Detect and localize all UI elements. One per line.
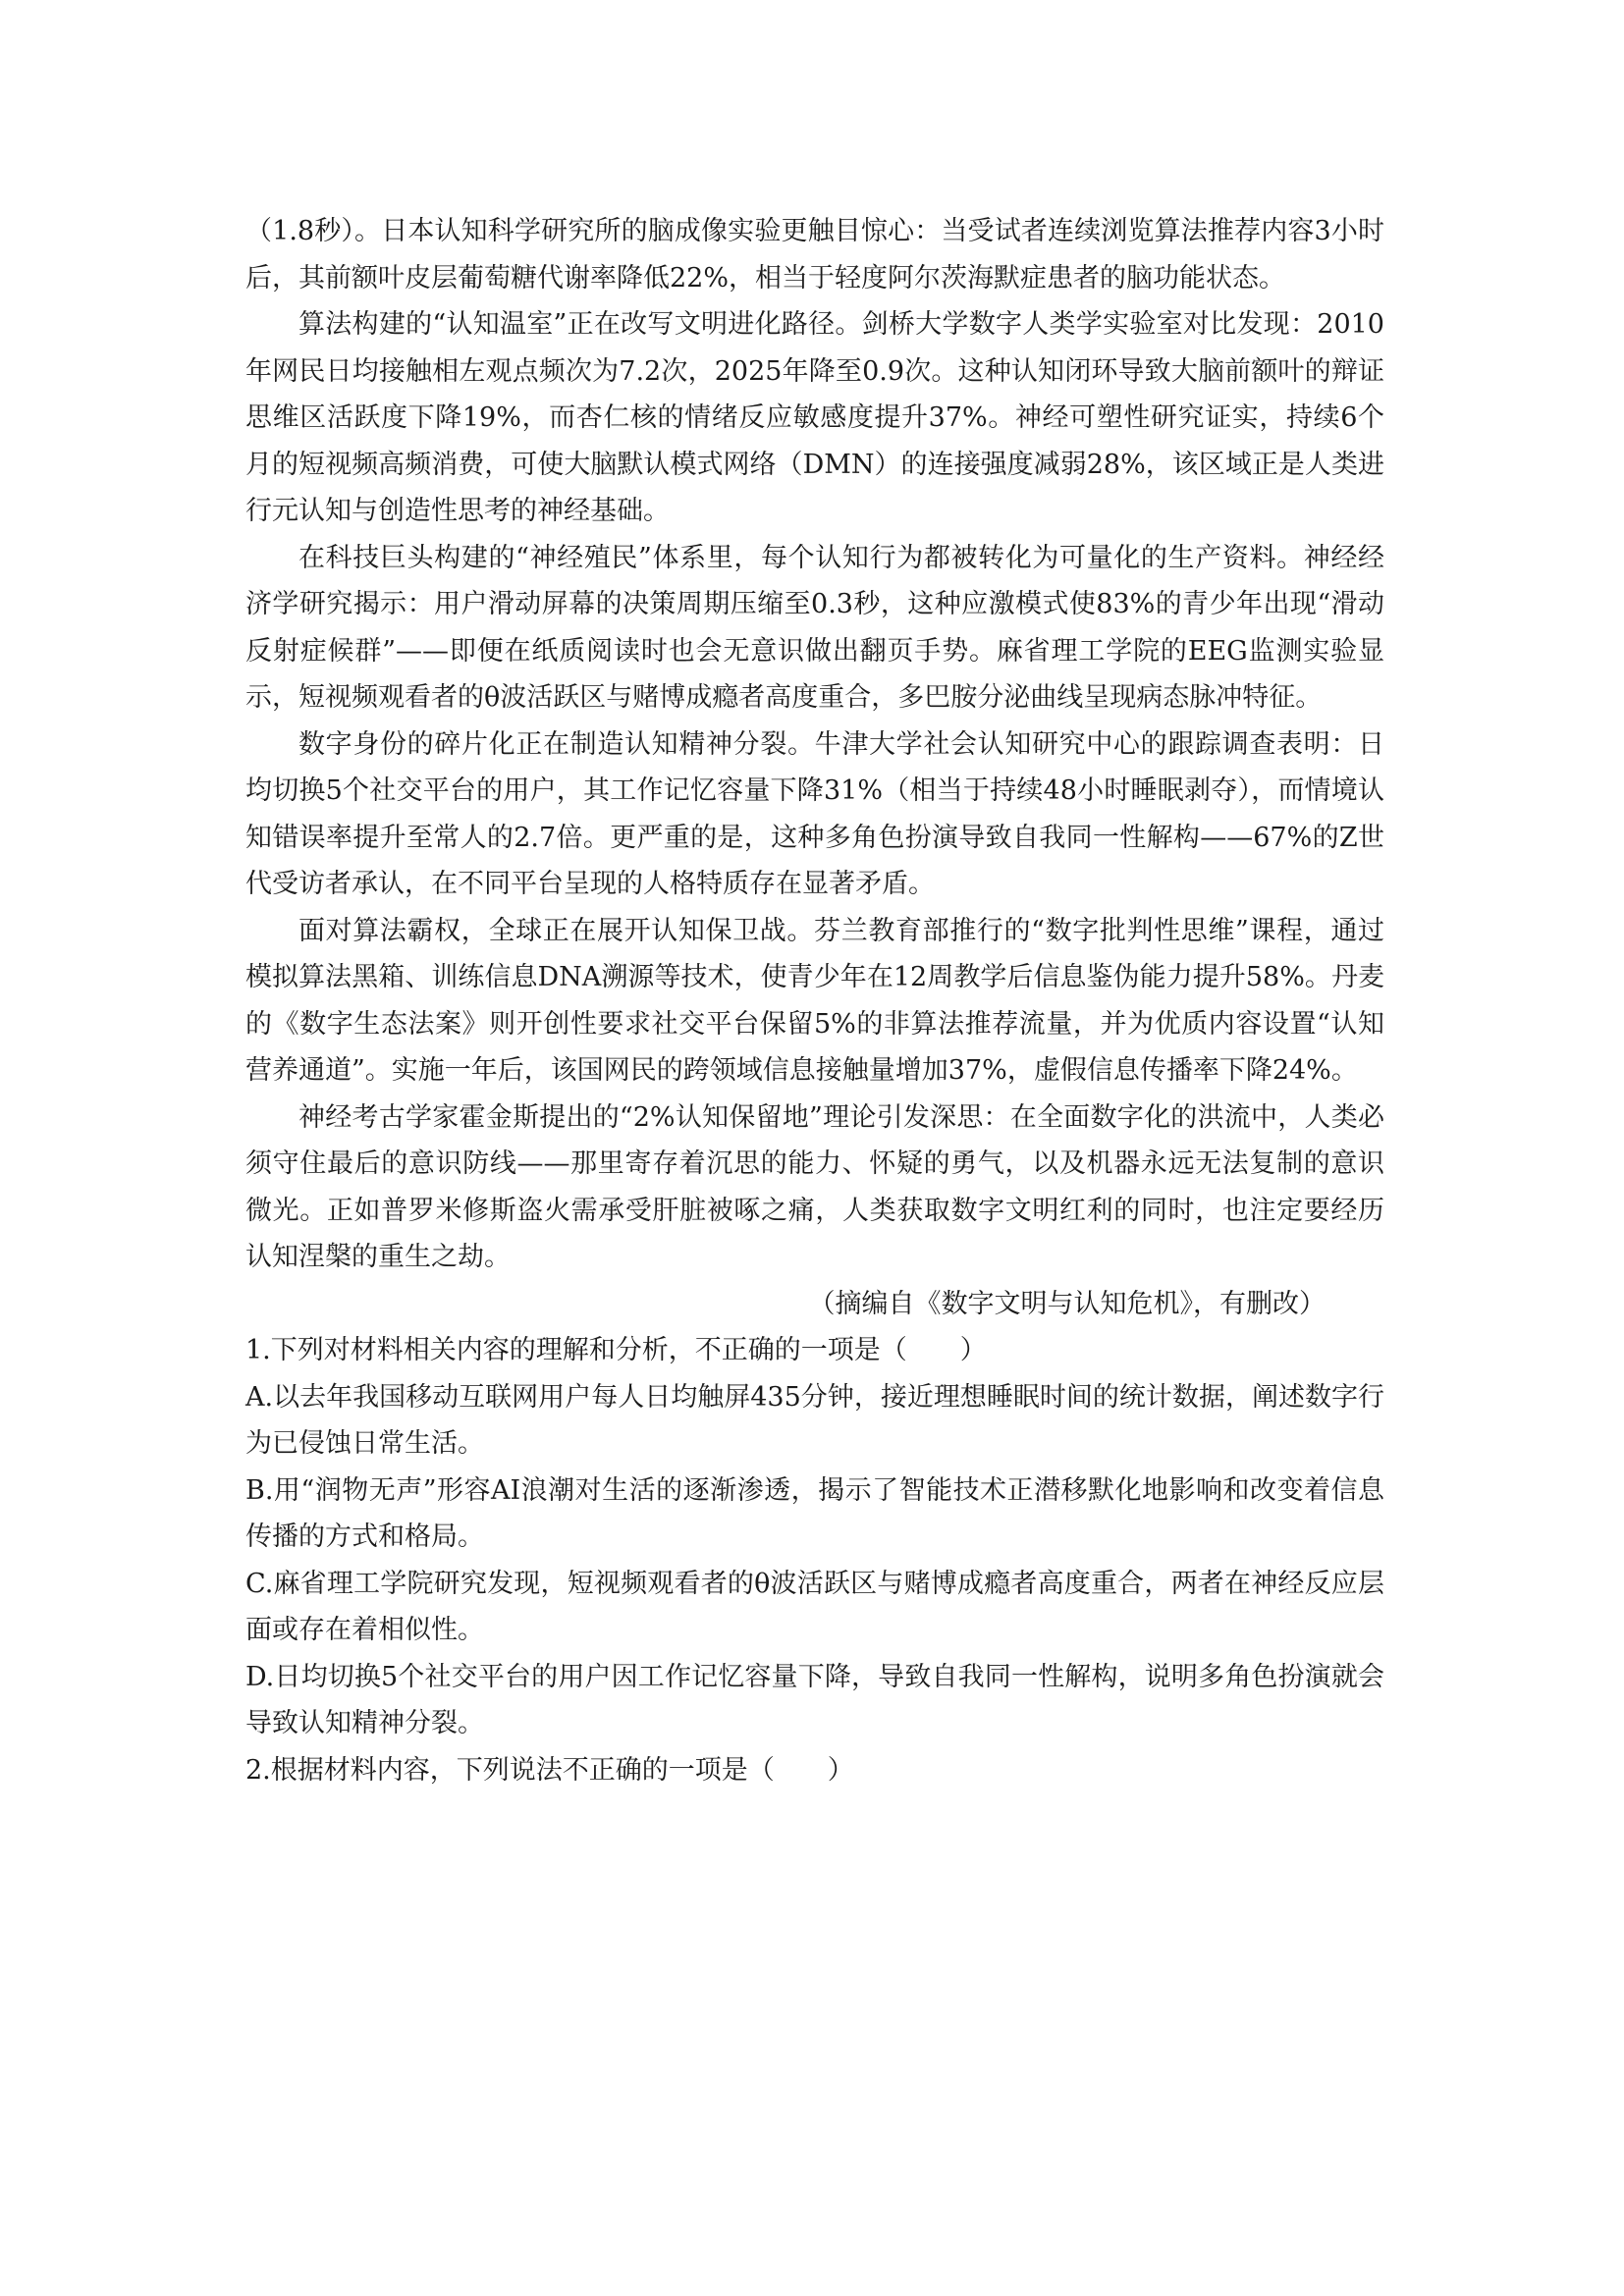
question-stem: 1.下列对材料相关内容的理解和分析，不正确的一项是（ ） [245,1335,987,1365]
article-paragraph: 算法构建的“认知温室”正在改写文明进化路径。剑桥大学数字人类学实验室对比发现：2010年网民日均接触相左观点频次为7.2次，2025年降至0.9次。这种认知闭环导致大脑前额叶的辩证思维区活跃度下降19%，而杏仁核的情绪反应敏感度提升37%。神经可塑性研究证实，持续6个月的短视频高频消费，可使大脑默认模式网络（DMN）的连接强度减弱28%，该区域正是人类进行元认知与创造性思考的神经基础。 [245,309,1384,526]
article-paragraph: 在科技巨头构建的“神经殖民”体系里，每个认知行为都被转化为可量化的生产资料。神经经济学研究揭示：用户滑动屏幕的决策周期压缩至0.3秒，这种应激模式使83%的青少年出现“滑动反射症候群”——即便在纸质阅读时也会无意识做出翻页手势。麻省理工学院的EEG监测实验显示，短视频观看者的θ波活跃区与赌博成瘾者高度重合，多巴胺分泌曲线呈现病态脉冲特征。 [245,542,1384,713]
document-content [245,208,1384,1793]
article-paragraph: 神经考古学家霍金斯提出的“2%认知保留地”理论引发深思：在全面数字化的洪流中，人类必须守住最后的意识防线——那里寄存着沉思的能力、怀疑的勇气，以及机器永远无法复制的意识微光。正如普罗米修斯盗火需承受肝脏被啄之痛，人类获取数字文明红利的同时，也注定要经历认知涅槃的重生之劫。 [245,1101,1384,1272]
question-stem: 2.根据材料内容，下列说法不正确的一项是（ ） [245,1754,854,1786]
article-paragraph: 数字身份的碎片化正在制造认知精神分裂。牛津大学社会认知研究中心的跟踪调查表明：日均切换5个社交平台的用户，其工作记忆容量下降31%（相当于持续48小时睡眠剥夺），而情境认知错误率提升至常人的2.7倍。更严重的是，这种多角色扮演导致自我同一性解构——67%的Z世代受访者承认，在不同平台呈现的人格特质存在显著矛盾。 [245,728,1384,899]
question-option: C.麻省理工学院研究发现，短视频观看者的θ波活跃区与赌博成瘾者高度重合，两者在神经反应层面或存在着相似性。 [245,1568,1384,1645]
article-source: （摘编自《数字文明与认知危机》，有删改） [808,1288,1326,1319]
article-paragraph: （1.8秒）。日本认知科学研究所的脑成像实验更触目惊心：当受试者连续浏览算法推荐内容3小时后，其前额叶皮层葡萄糖代谢率降低22%，相当于轻度阿尔茨海默症患者的脑功能状态。 [245,216,1384,294]
question-option: D.日均切换5个社交平台的用户因工作记忆容量下降，导致自我同一性解构，说明多角色扮演就会导致认知精神分裂。 [245,1661,1384,1738]
article-paragraph: 面对算法霸权，全球正在展开认知保卫战。芬兰教育部推行的“数字批判性思维”课程，通过模拟算法黑箱、训练信息DNA溯源等技术，使青少年在12周教学后信息鉴伪能力提升58%。丹麦的《数字生态法案》则开创性要求社交平台保留5%的非算法推荐流量，并为优质内容设置“认知营养通道”。实施一年后，该国网民的跨领域信息接触量增加37%，虚假信息传播率下降24%。 [245,915,1384,1086]
question-option: A.以去年我国移动互联网用户每人日均触屏435分钟，接近理想睡眠时间的统计数据，阐述数字行为已侵蚀日常生活。 [245,1381,1384,1459]
question-option: B.用“润物无声”形容AI浪潮对生活的逐渐渗透，揭示了智能技术正潜移默化地影响和改变着信息传播的方式和格局。 [245,1474,1384,1552]
